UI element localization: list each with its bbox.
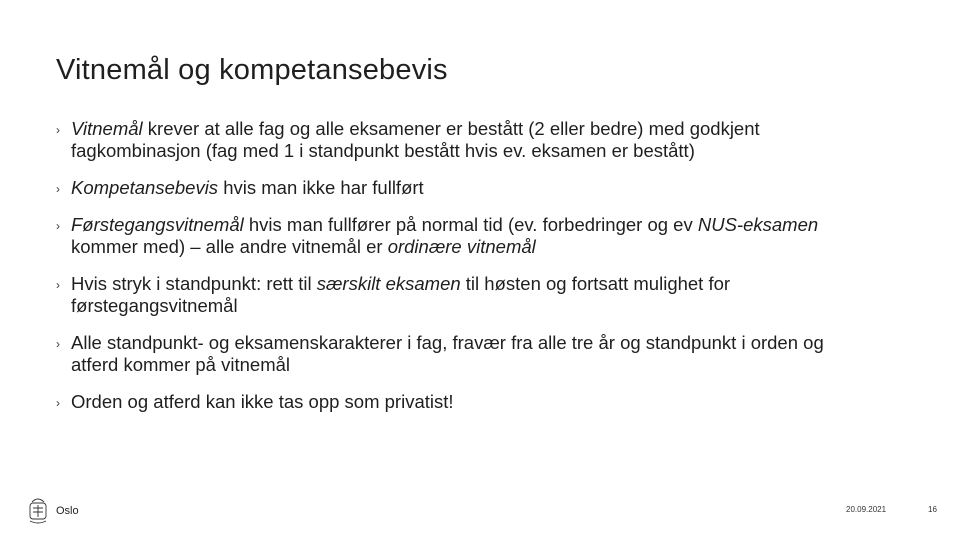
chevron-right-icon: › bbox=[56, 278, 60, 292]
chevron-right-icon: › bbox=[56, 123, 60, 137]
logo-text: Oslo bbox=[56, 505, 79, 517]
page-number: 16 bbox=[928, 505, 937, 514]
bullet-item bbox=[56, 332, 836, 376]
bullet-emphasis: NUS-eksamen bbox=[697, 214, 819, 235]
slide-title: Vitnemål og kompetansebevis bbox=[56, 54, 448, 86]
bullet-list bbox=[56, 118, 836, 428]
bullet-text: krever at alle fag og alle eksamener er bestått (2 eller bedre) med godkjent fagkombinasjon (fag med 1 i standpunkt bestått hvis ev. eksamen er bestått) bbox=[71, 118, 760, 161]
bullet-item bbox=[56, 391, 836, 413]
bullet-text: Alle standpunkt- og eksamenskarakterer i fag, fravær fra alle tre år og standpunkt i orden og atferd kommer på vitnemål bbox=[71, 332, 824, 375]
bullet-item bbox=[56, 177, 836, 199]
bullet-text: Hvis stryk i standpunkt: rett til bbox=[71, 273, 317, 294]
bullet-emphasis: Vitnemål bbox=[71, 118, 143, 139]
bullet-text: Orden og atferd kan ikke tas opp som privatist! bbox=[71, 391, 454, 412]
bullet-item bbox=[56, 214, 836, 258]
bullet-text: hvis man ikke har fullført bbox=[218, 177, 424, 198]
chevron-right-icon: › bbox=[56, 396, 60, 410]
bullet-text: til høsten og fortsatt mulighet for førstegangsvitnemål bbox=[71, 273, 731, 316]
bullet-item bbox=[56, 118, 836, 162]
footer-date: 20.09.2021 bbox=[846, 505, 887, 514]
chevron-right-icon: › bbox=[56, 219, 60, 233]
bullet-emphasis: ordinære vitnemål bbox=[387, 236, 536, 257]
bullet-text: kommer med) – alle andre vitnemål er bbox=[71, 236, 388, 257]
bullet-emphasis: Kompetansebevis bbox=[71, 177, 219, 198]
bullet-emphasis: særskilt eksamen bbox=[316, 273, 461, 294]
bullet-item bbox=[56, 273, 836, 317]
chevron-right-icon: › bbox=[56, 182, 60, 196]
chevron-right-icon: › bbox=[56, 337, 60, 351]
bullet-text: hvis man fullfører på normal tid (ev. forbedringer og ev bbox=[243, 214, 698, 235]
bullet-emphasis: Førstegangsvitnemål bbox=[71, 214, 244, 235]
